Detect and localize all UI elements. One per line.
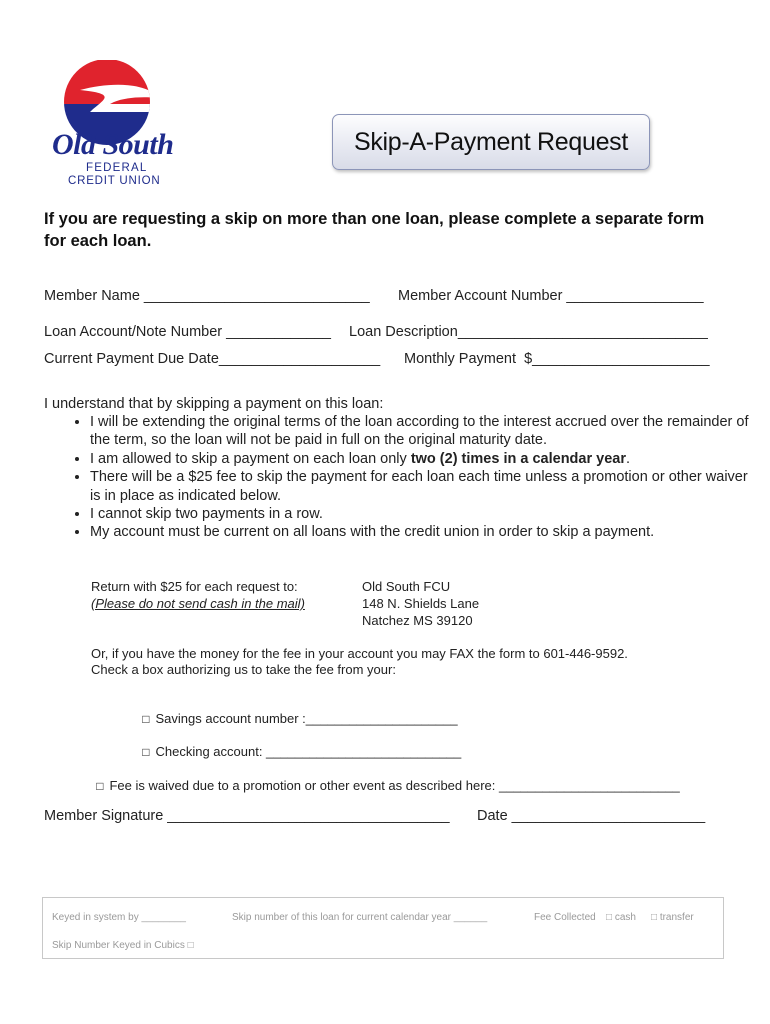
term-text: I am allowed to skip a payment on each loan only xyxy=(90,450,411,467)
fee-waived-label: Fee is waived due to a promotion or other event as described here: _________________________ xyxy=(109,778,680,793)
logo-subtitle-federal: FEDERAL xyxy=(86,162,148,174)
no-cash-warning: (Please do not send cash in the mail) xyxy=(91,596,305,611)
savings-label: Savings account number :_____________________ xyxy=(155,711,458,726)
logo-name: Old South xyxy=(52,128,174,161)
terms-list xyxy=(62,413,750,542)
keyed-in-cubics-field xyxy=(52,940,194,951)
member-name-field[interactable]: Member Name ____________________________ xyxy=(44,288,370,304)
address-line-2: 148 N. Shields Lane xyxy=(362,596,480,611)
transfer-option xyxy=(651,912,694,923)
transfer-checkbox: □ xyxy=(651,912,658,923)
fax-instruction: Or, if you have the money for the fee in your account you may FAX the form to 601-446-9592. xyxy=(91,646,628,661)
savings-checkbox[interactable]: □ xyxy=(142,712,150,726)
fee-collected-label: Fee Collected xyxy=(534,912,596,923)
term-text: . xyxy=(625,450,631,467)
transfer-label: transfer xyxy=(659,912,694,923)
fee-waived-option[interactable] xyxy=(89,760,680,795)
cash-label: cash xyxy=(614,912,636,923)
loan-account-number-field[interactable]: Loan Account/Note Number _____________ xyxy=(44,324,331,340)
term-item: • I will be extending the original terms of the loan according to the interest accrued over the remainder of the term, so the loan will not be paid in full on the original maturity date. xyxy=(90,413,750,450)
cash-checkbox: □ xyxy=(606,912,613,923)
fee-waived-checkbox[interactable]: □ xyxy=(96,779,104,793)
address-line-3: Natchez MS 39120 xyxy=(362,613,473,628)
keyed-in-cubics-label: Skip Number Keyed in Cubics xyxy=(52,940,185,951)
savings-account-option[interactable] xyxy=(135,693,458,728)
member-account-number-field[interactable]: Member Account Number _________________ xyxy=(398,288,704,304)
form-title: Skip-A-Payment Request xyxy=(332,114,650,170)
return-instruction: Return with $25 for each request to: xyxy=(91,579,298,594)
term-item xyxy=(90,450,750,468)
skip-number-field: Skip number of this loan for current calendar year ______ xyxy=(232,912,488,923)
loan-description-field[interactable]: Loan Description_______________________________ xyxy=(349,324,708,340)
logo-subtitle-credit-union: CREDIT UNION xyxy=(68,175,161,187)
monthly-payment-field[interactable]: Monthly Payment $______________________ xyxy=(404,351,710,367)
date-field[interactable]: Date ________________________ xyxy=(477,808,706,824)
keyed-in-cubics-checkbox: □ xyxy=(187,940,194,951)
checking-label: Checking account: ___________________________ xyxy=(155,744,462,759)
term-item: • There will be a $25 fee to skip the payment for each loan each time unless a promotion or other waiver is in place as indicated below. xyxy=(90,468,750,505)
checking-account-option[interactable] xyxy=(135,726,461,761)
authorize-instruction: Check a box authorizing us to take the fee from your: xyxy=(91,662,396,677)
member-signature-field[interactable]: Member Signature ___________________________________ xyxy=(44,808,450,824)
checking-checkbox[interactable]: □ xyxy=(142,745,150,759)
address-line-1: Old South FCU xyxy=(362,579,451,594)
cash-option xyxy=(606,912,636,923)
intro-instructions: If you are requesting a skip on more than one loan, please complete a separate form for each loan. xyxy=(44,210,705,250)
term-item: • My account must be current on all loans with the credit union in order to skip a payment. xyxy=(90,523,750,541)
term-emphasis: two (2) times in a calendar year xyxy=(410,450,626,467)
current-payment-due-date-field[interactable]: Current Payment Due Date____________________ xyxy=(44,351,381,367)
keyed-in-system-field: Keyed in system by ________ xyxy=(52,912,186,923)
understand-statement: I understand that by skipping a payment on this loan: xyxy=(44,396,384,412)
term-item: • I cannot skip two payments in a row. xyxy=(90,505,750,523)
